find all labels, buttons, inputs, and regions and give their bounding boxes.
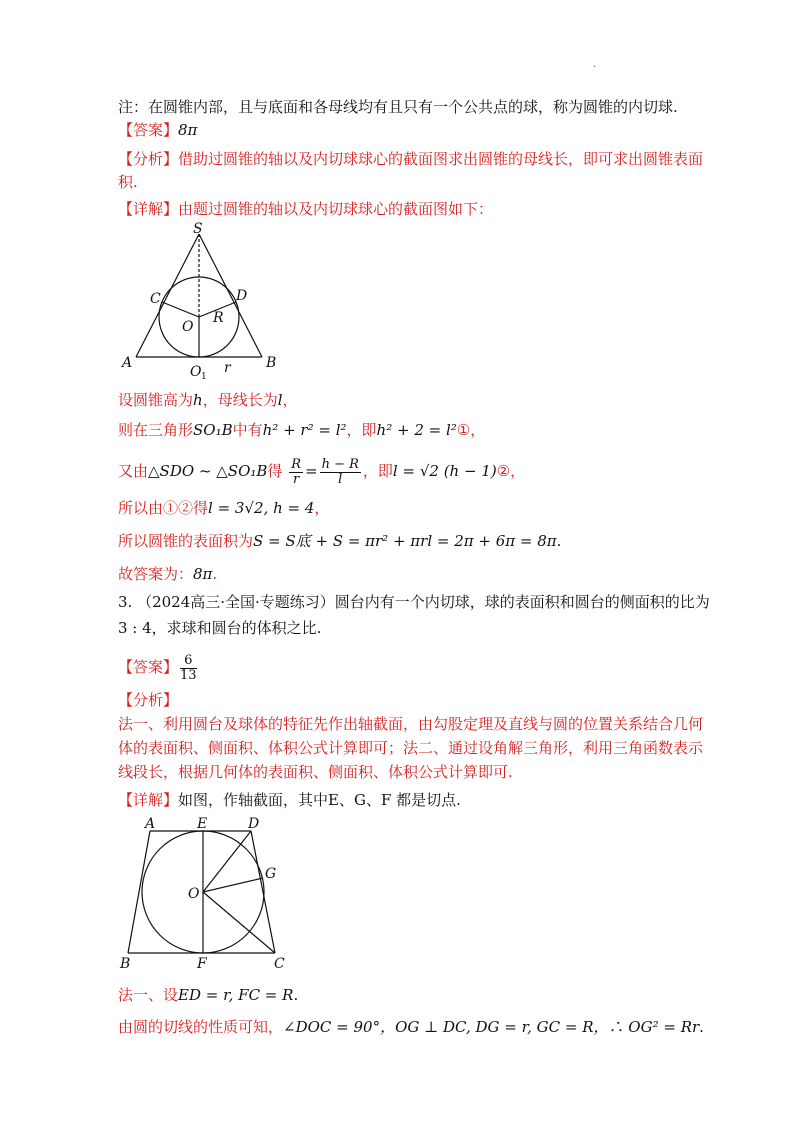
label-r-small: r	[224, 360, 231, 376]
step-1-end: ，	[282, 391, 298, 409]
fraction-2-num: h − R	[321, 456, 359, 472]
label-o2: O	[188, 886, 200, 902]
label-c2: C	[274, 956, 285, 972]
step-6-text: 故答案为：	[118, 565, 194, 583]
cone-side-sb	[199, 234, 262, 357]
detail-tag: 【详解】	[118, 200, 179, 218]
label-a: A	[122, 355, 133, 371]
analysis-3-line3: 线段长，根据几何体的表面积、侧面积、体积公式计算即可.	[118, 763, 513, 781]
cone-side-sa	[136, 234, 199, 357]
header-mark: ·	[593, 62, 597, 73]
method-1-line1	[118, 984, 298, 1006]
step-6	[118, 563, 217, 585]
detail-1	[118, 198, 493, 220]
detail-3-tag: 【详解】	[118, 791, 179, 809]
method-1-eq: ED = r, FC = R	[178, 986, 294, 1004]
step-2	[118, 419, 485, 441]
label-o: O	[182, 319, 194, 335]
answer-3-tag: 【答案】	[118, 658, 179, 676]
label-b2: B	[120, 956, 131, 972]
frustum-side-dc	[251, 831, 275, 953]
label-f: F	[197, 956, 207, 972]
fraction-2-den: l	[338, 471, 343, 487]
analysis-3-tag-line	[118, 689, 178, 711]
step-4-eq: l = 3√2, h = 4	[208, 499, 315, 517]
label-d: D	[236, 288, 248, 304]
step-2-mid2: ，即	[346, 421, 377, 439]
step-1-mid: ，母线长为	[202, 391, 278, 409]
fraction-1-num: R	[291, 456, 301, 472]
answer-1	[118, 119, 197, 141]
label-c: C	[150, 291, 161, 307]
detail-3	[118, 789, 461, 811]
step-3-mid: 得	[267, 462, 283, 480]
problem-3-line1: 3. （2024高三·全国·专题练习）圆台内有一个内切球，球的表面积和圆台的侧面积的比为	[118, 593, 710, 611]
method-1-text: 法一、设	[118, 986, 179, 1004]
step-2-text: 则在三角形	[118, 421, 194, 439]
method-1-line2-text: 由圆的切线的性质可知，	[118, 1018, 284, 1036]
fraction-r-over-r	[289, 458, 303, 487]
step-5	[118, 530, 561, 552]
step-4-end: ，	[314, 499, 330, 517]
label-o1-sub: 1	[201, 372, 207, 382]
fraction-1-den: r	[292, 471, 300, 487]
label-a2: A	[145, 816, 156, 832]
step-2-eq2: h² + 2 = l²	[376, 421, 457, 439]
equals-sign: =	[305, 462, 318, 480]
step-3-similar: △SDO ~ △SO₁B	[148, 462, 268, 480]
radius-oc	[162, 302, 199, 317]
detail-3-text: 如图，作轴截面，其中E、G、F 都是切点.	[178, 791, 461, 809]
analysis-1-line2: 积.	[118, 173, 138, 191]
method-1-line2	[118, 1016, 704, 1038]
answer-tag: 【答案】	[118, 121, 179, 139]
label-b: B	[266, 355, 277, 371]
frustum-side-ab	[128, 831, 150, 953]
analysis-text: 借助过圆锥的轴以及内切球球心的截面图求出圆锥的母线长，即可求出圆锥表面	[178, 150, 704, 168]
problem-3-line2: 3 : 4，求球和圆台的体积之比.	[118, 619, 322, 637]
answer-3-fraction	[180, 654, 197, 683]
fraction-h-minus-r-over-l	[320, 458, 361, 487]
step-2-mid: 中有	[232, 421, 263, 439]
answer-3-num: 6	[180, 654, 197, 669]
step-3-mid2: ，即	[362, 462, 393, 480]
method-1-line2-end: .	[699, 1018, 704, 1036]
step-4-text: 所以由①②得	[118, 499, 209, 517]
frustum-cross-section-figure	[115, 812, 295, 977]
step-5-eq: S = S底 + S = πr² + πrl = 2π + 6π = 8π	[253, 532, 557, 550]
step-3	[118, 454, 525, 488]
note-text: 注：在圆锥内部，且与底面和各母线均有且只有一个公共点的球，称为圆锥的内切球.	[118, 98, 678, 116]
answer-value: 8π	[178, 121, 198, 139]
step-1-h: h	[193, 391, 203, 409]
step-6-value: 8π	[193, 565, 213, 583]
analysis-3-line2: 体的表面积、侧面积、体积公式计算即可；法二、通过设角解三角形，利用三角函数表示	[118, 739, 704, 757]
method-1-line2-eq: ∠DOC = 90°，OG ⊥ DC, DG = r, GC = R，∴ OG² = Rr	[283, 1018, 700, 1036]
step-3-text: 又由	[118, 462, 149, 480]
detail-text: 由题过圆锥的轴以及内切球球心的截面图如下：	[178, 200, 494, 218]
analysis-tag: 【分析】	[118, 150, 179, 168]
step-3-eq: l = √2 (h − 1)	[392, 462, 497, 480]
analysis-1-line1	[118, 148, 703, 170]
step-2-eq: h² + r² = l²	[262, 421, 347, 439]
step-6-end: .	[212, 565, 218, 583]
step-5-text: 所以圆锥的表面积为	[118, 532, 254, 550]
step-3-end: ②，	[496, 462, 526, 480]
label-e: E	[197, 816, 208, 832]
label-d2: D	[248, 816, 260, 832]
step-1	[118, 389, 298, 411]
label-r-big: R	[213, 310, 224, 326]
method-1-end: .	[293, 986, 299, 1004]
label-s: S	[193, 221, 203, 237]
analysis-3-tag: 【分析】	[118, 691, 179, 709]
step-2-end: ①，	[456, 421, 486, 439]
step-5-end: .	[556, 532, 562, 550]
analysis-3-line1: 法一、利用圆台及球体的特征先作出轴截面，由勾股定理及直线与圆的位置关系结合几何	[118, 715, 704, 733]
label-o1: O	[190, 364, 202, 380]
step-4	[118, 497, 329, 519]
answer-3	[118, 650, 199, 684]
label-g: G	[265, 866, 277, 882]
step-1-text: 设圆锥高为	[118, 391, 194, 409]
cone-cross-section-figure	[112, 218, 292, 383]
step-2-triangle: SO₁B	[193, 421, 233, 439]
step-1-l: l	[277, 391, 283, 409]
answer-3-den: 13	[180, 667, 197, 683]
